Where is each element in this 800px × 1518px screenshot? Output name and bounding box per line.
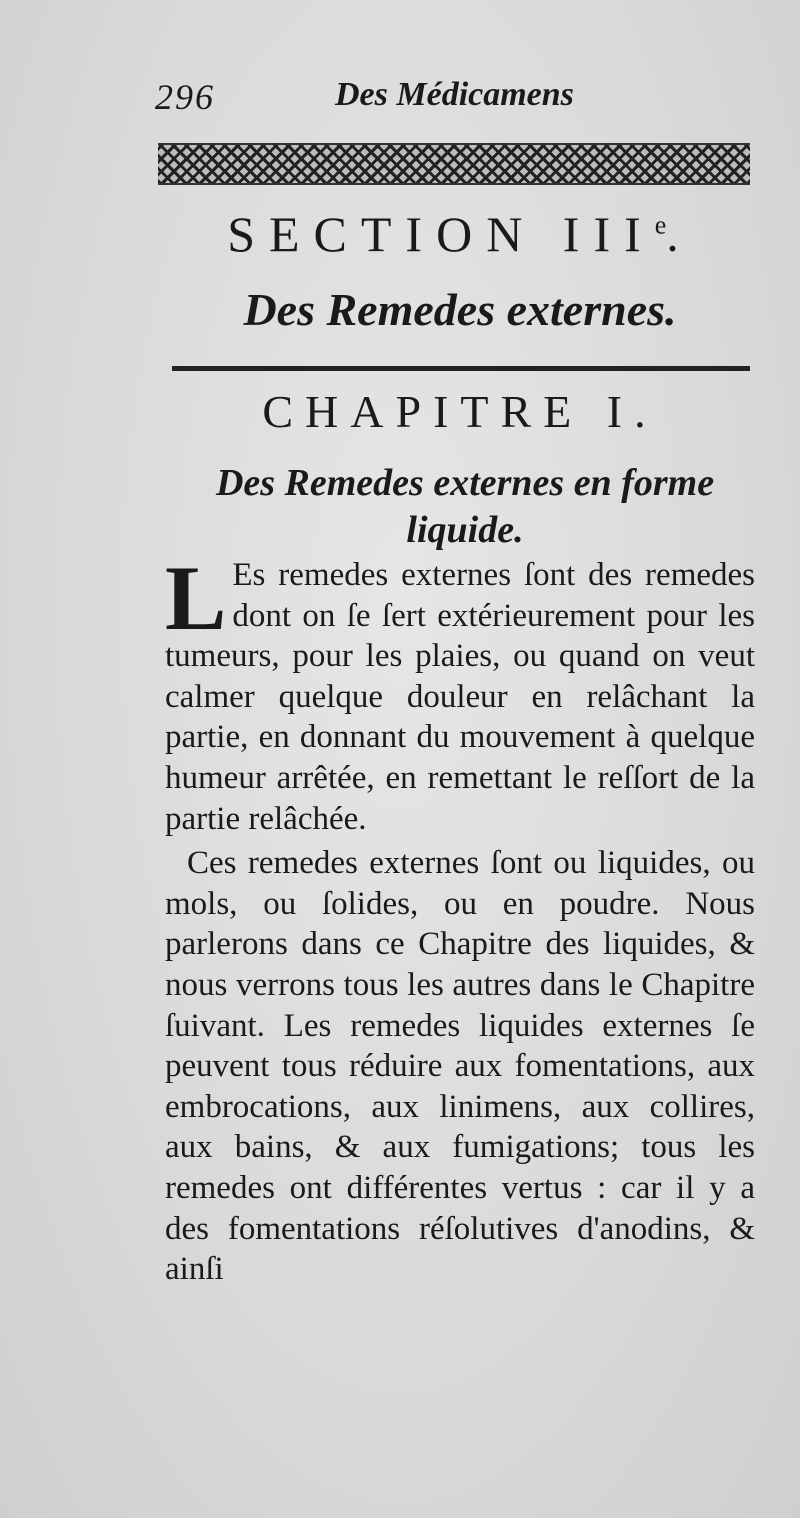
- paragraph-1: [165, 547, 755, 839]
- body-text: [165, 547, 755, 1290]
- drop-cap: L: [165, 547, 227, 649]
- section-subtitle: Des Remedes externes.: [243, 284, 677, 335]
- chapter-subtitle-line2: liquide.: [406, 509, 524, 551]
- paragraph-2: Ces remedes externes ſont ou liquides, ou mols, ou ſolides, ou en poudre. Nous parlerons dans ce Chapitre des liquides, & nous verrons tous les autres dans le Chapitre ſuivant. Les remedes liquides externes ſe peuvent tous réduire aux fomentations, aux embrocations, aux linimens, aux collires, aux bains, & aux fumigations; tous les remedes ont différentes vertus : car il y a des fomentations réſolutives d'anodins, & ainſi: [165, 845, 755, 1288]
- section-title-superscript: e: [654, 210, 667, 240]
- section-title-text: SECTION III: [227, 206, 655, 262]
- section-title-period: .: [666, 206, 693, 262]
- page-number: 296: [155, 77, 215, 117]
- chapter-title: CHAPITRE I.: [262, 386, 658, 437]
- section-title: [160, 205, 760, 263]
- chapter-subtitle-line1: Des Remedes externes en forme: [215, 462, 715, 504]
- running-title: Des Médicamens: [335, 76, 574, 113]
- running-head: [155, 70, 755, 120]
- horizontal-rule: [172, 366, 750, 371]
- chapter-subtitle: [165, 460, 765, 554]
- ornamental-band: [158, 143, 750, 185]
- paragraph-1-text: Es remedes externes ſont des remedes dont on ſe ſert extérieurement pour les tumeurs, pour les plaies, ou quand on veut calmer quelque douleur en relâchant la partie, en donnant du mouvement à quelque humeur arrêtée, en remettant le reſſort de la partie relâchée.: [165, 557, 755, 837]
